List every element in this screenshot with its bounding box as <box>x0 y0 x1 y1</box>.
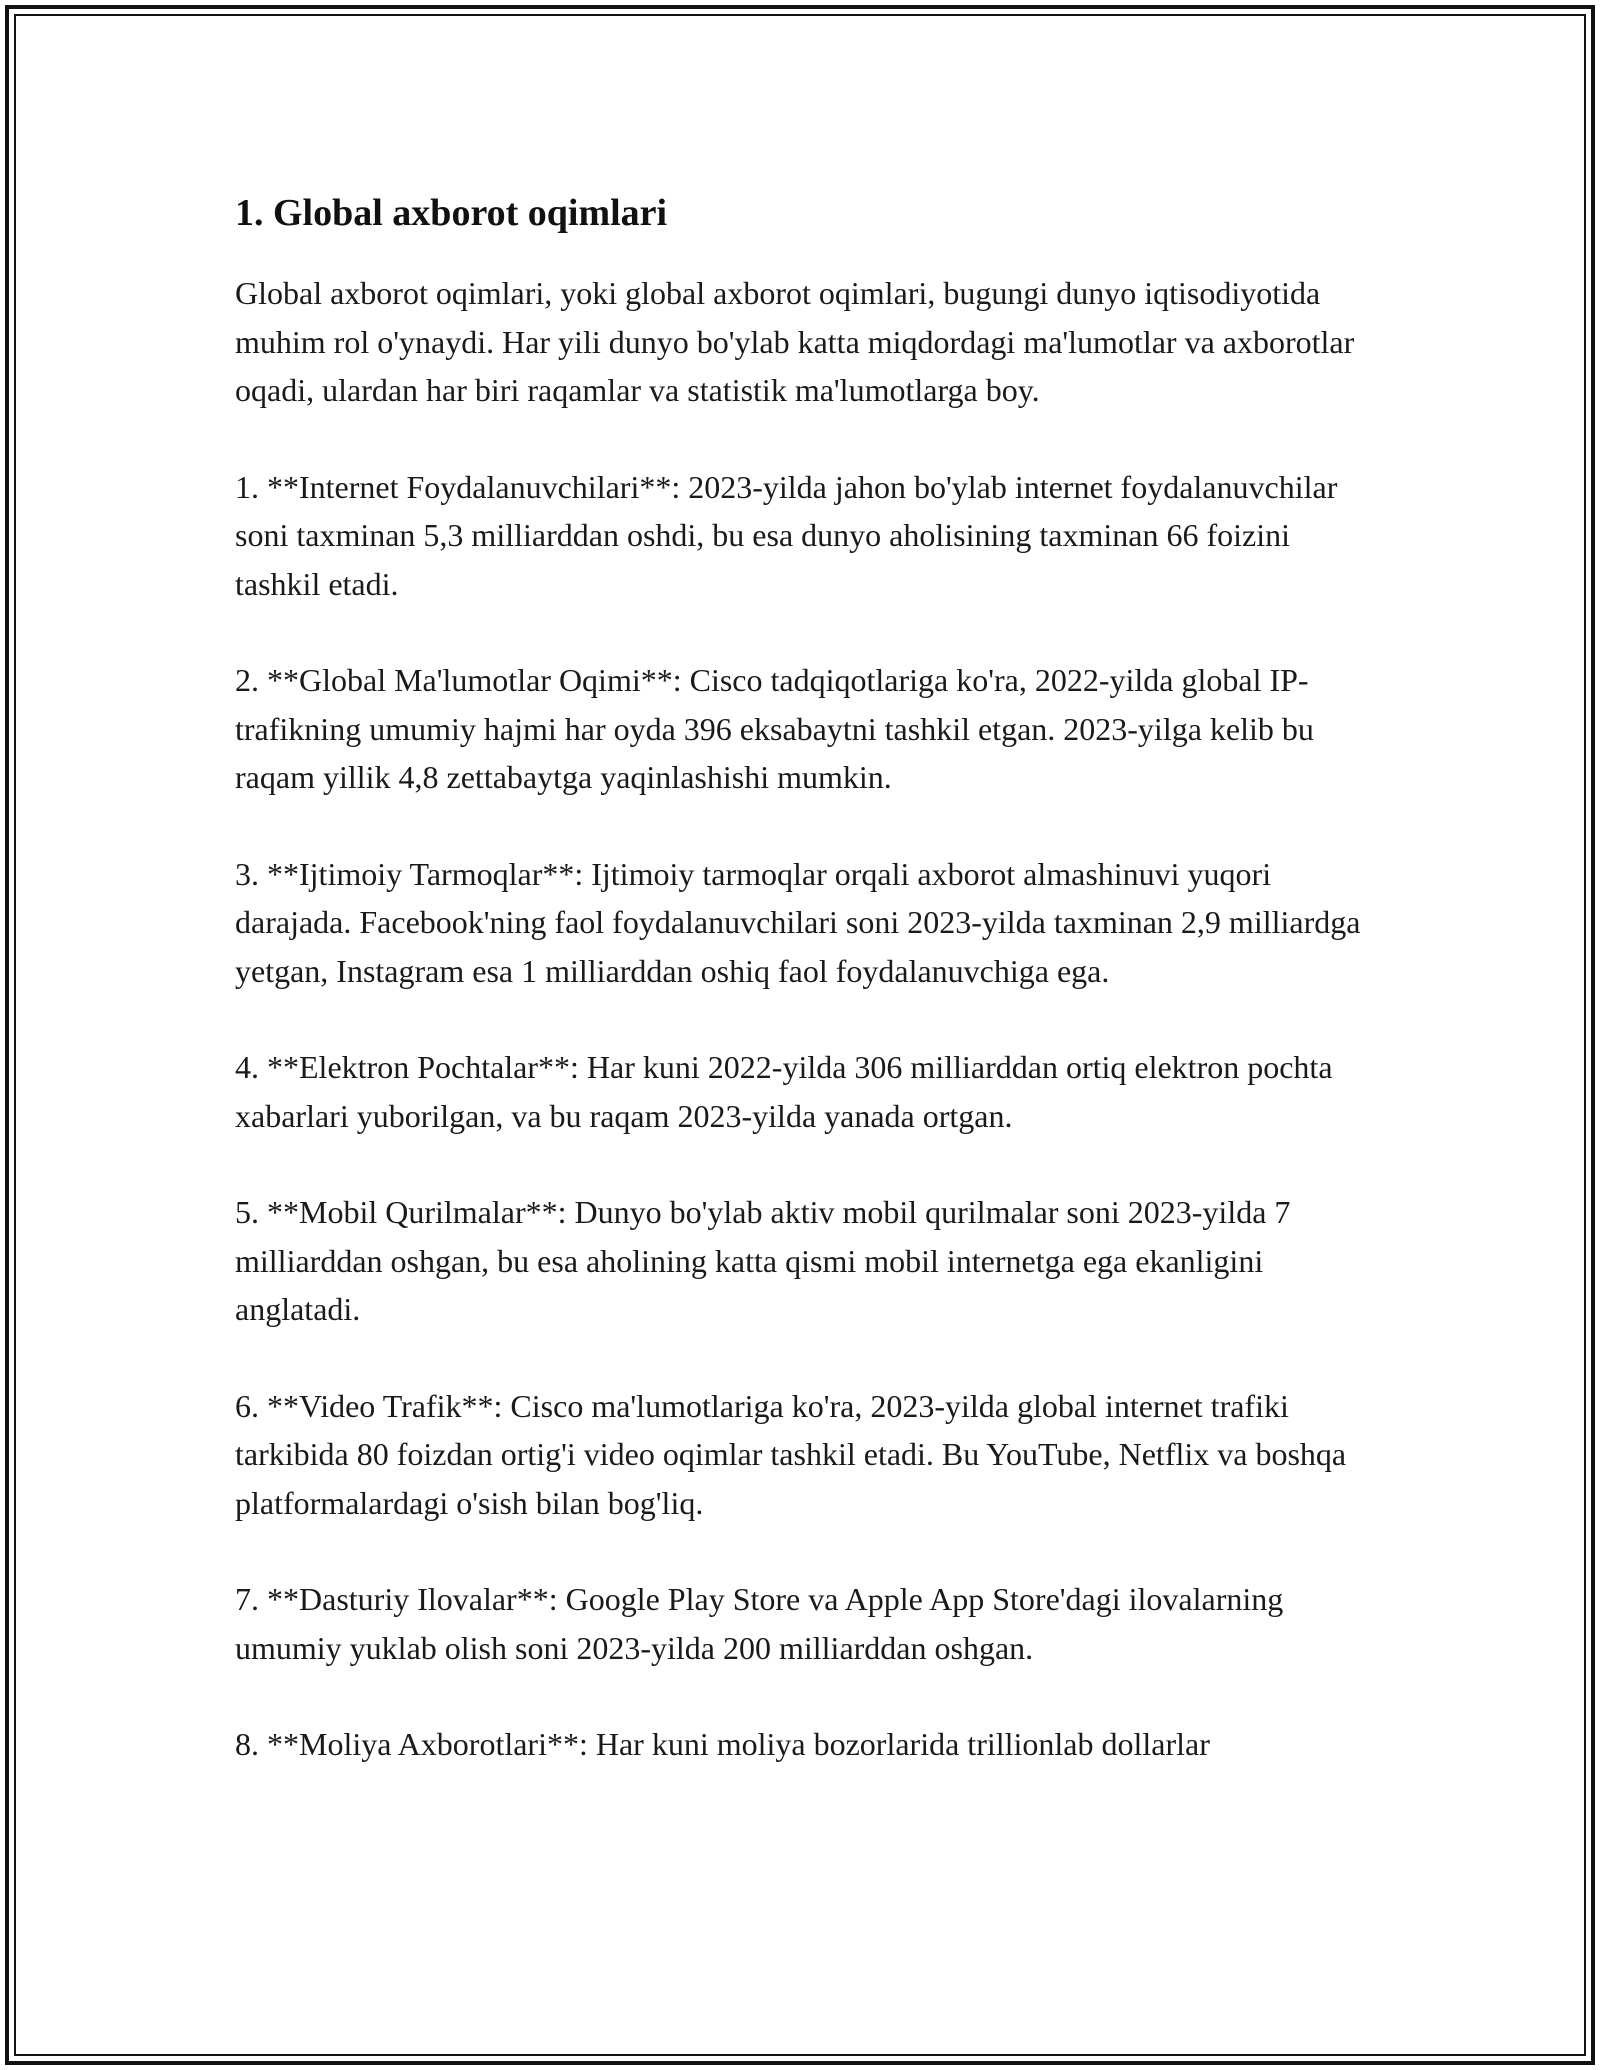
list-item-mobile-devices: 5. **Mobil Qurilmalar**: Dunyo bo'ylab aktiv mobil qurilmalar soni 2023-yilda 7 milliarddan oshgan, bu esa aholining katta qismi mobil internetga ega ekanligini anglatadi. <box>235 1194 1291 1327</box>
list-item-finance-info: 8. **Moliya Axborotlari**: Har kuni moliya bozorlarida trillionlab dollarlar <box>235 1726 1210 1762</box>
list-item-video-traffic: 6. **Video Trafik**: Cisco ma'lumotlariga ko'ra, 2023-yilda global internet trafiki tarkibida 80 foizdan ortig'i video oqimlar tashkil etadi. Bu YouTube, Netflix va boshqa platformalardagi o'sish bilan bog'liq. <box>235 1387 1347 1521</box>
list-item-social-networks: 3. **Ijtimoiy Tarmoqlar**: Ijtimoiy tarmoqlar orqali axborot almashinuvi yuqori darajada. Facebook'ning faol foydalanuvchilari soni 2023-yilda taxminan 2,9 milliardga yetgan, Instagram esa 1 milliarddan oshiq faol foydalanuvchiga ega. <box>235 855 1361 989</box>
section-heading: 1. Global axborot oqimlari <box>235 192 668 234</box>
list-item-internet-users: 1. **Internet Foydalanuvchilari**: 2023-yilda jahon bo'ylab internet foydalanuvchilar soni taxminan 5,3 milliarddan oshdi, bu esa dunyo aholisining taxminan 66 foizini tashkil etadi. <box>235 468 1338 602</box>
list-item-software-apps: 7. **Dasturiy Ilovalar**: Google Play Store va Apple App Store'dagi ilovalarning umumiy yuklab olish soni 2023-yilda 200 milliarddan oshgan. <box>235 1581 1284 1666</box>
document-body <box>235 187 1375 1769</box>
intro-paragraph: Global axborot oqimlari, yoki global axborot oqimlari, bugungi dunyo iqtisodiyotida muhim rol o'ynaydi. Har yili dunyo bo'ylab katta miqdordagi ma'lumotlar va axborotlar oqadi, ulardan har biri raqamlar va statistik ma'lumotlarga boy. <box>235 275 1355 408</box>
list-item-global-data-flow: 2. **Global Ma'lumotlar Oqimi**: Cisco tadqiqotlariga ko'ra, 2022-yilda global IP-trafikning umumiy hajmi har oyda 396 eksabaytni tashkil etgan. 2023-yilga kelib bu raqam yillik 4,8 zettabaytga yaqinlashishi mumkin. <box>235 662 1314 795</box>
list-item-email: 4. **Elektron Pochtalar**: Har kuni 2022-yilda 306 milliarddan ortiq elektron pochta xabarlari yuborilgan, va bu raqam 2023-yilda yanada ortgan. <box>235 1049 1333 1134</box>
